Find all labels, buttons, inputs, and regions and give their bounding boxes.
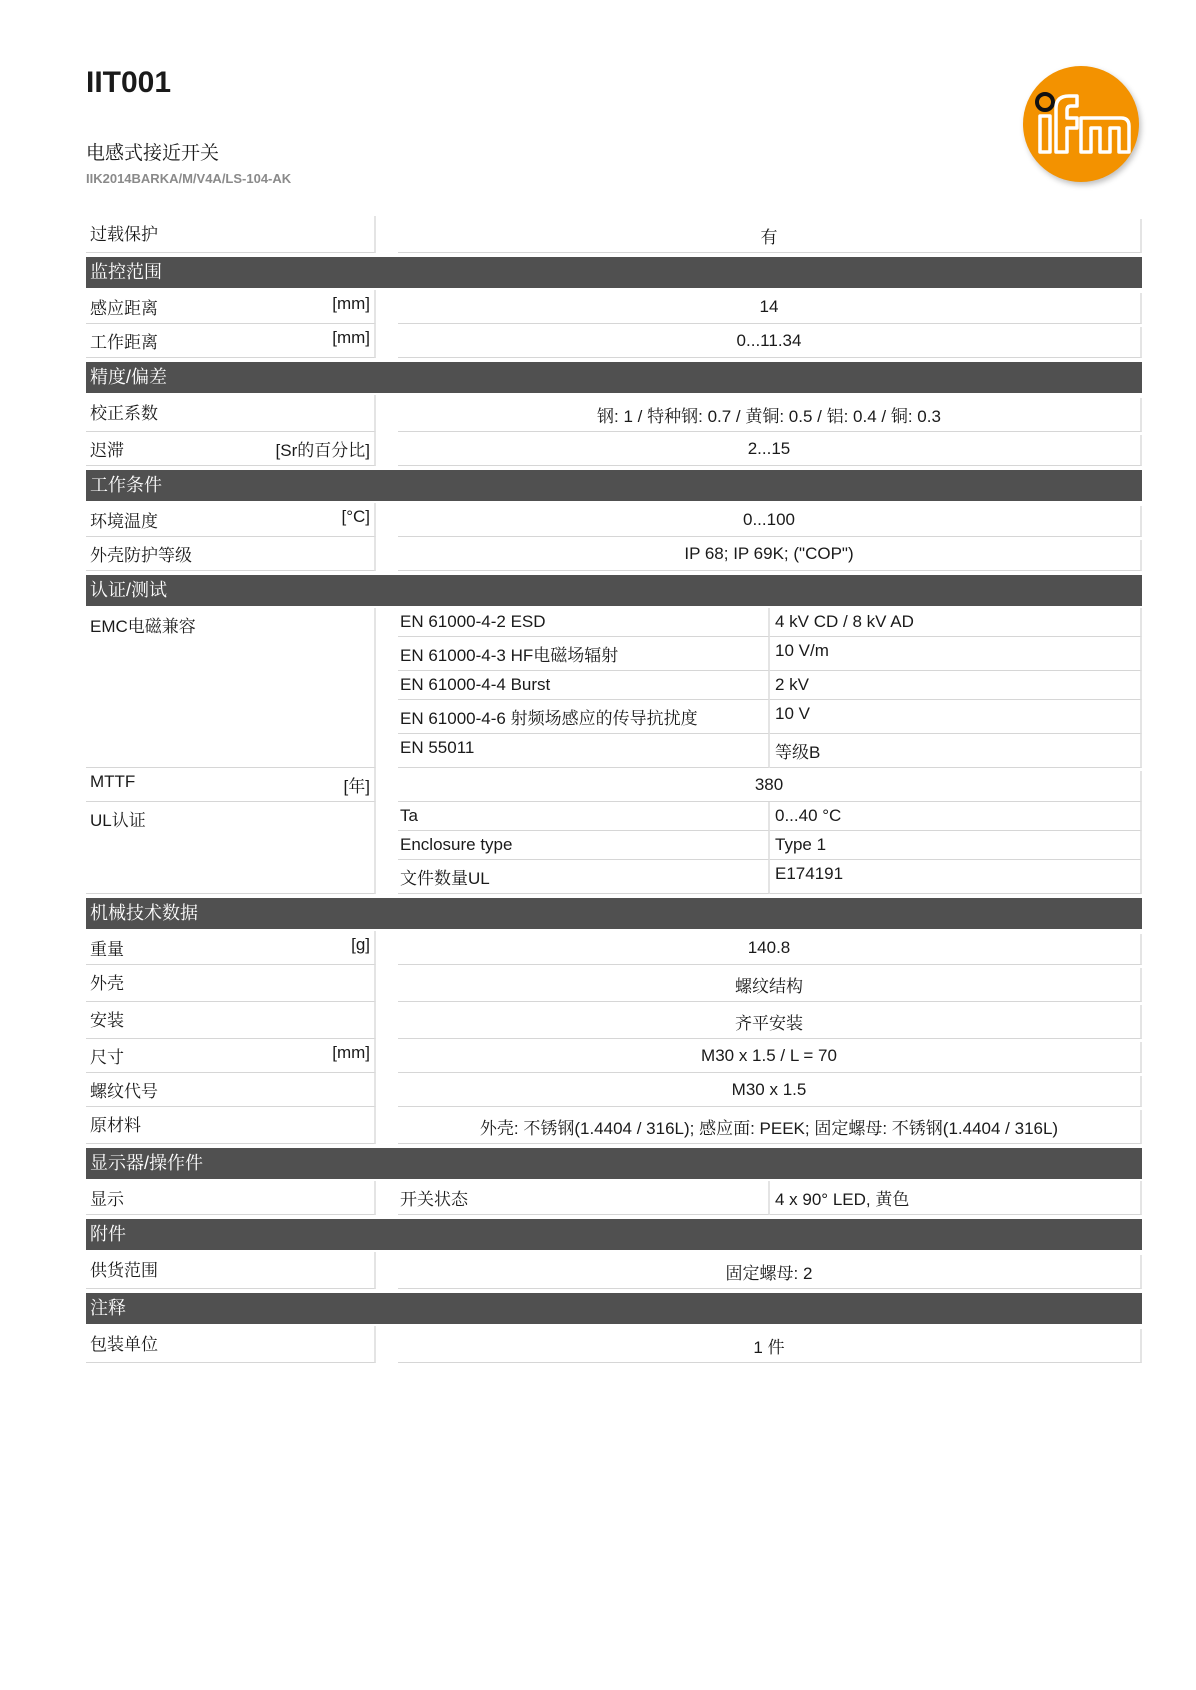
row-protection-rating: [86, 537, 1142, 571]
emc-value: 10 V/m: [770, 637, 1142, 671]
row-value: 0...11.34: [398, 327, 1142, 358]
emc-standard: EN 61000-4-4 Burst: [398, 671, 770, 700]
emc-standard: EN 61000-4-6 射频场感应的传导抗扰度: [398, 700, 770, 734]
row-weight: [86, 931, 1142, 965]
ifm-logo: [1023, 66, 1139, 182]
section-remarks: 注释: [86, 1293, 1142, 1324]
emc-values: [398, 608, 1142, 768]
row-ul-approval: [86, 802, 1142, 894]
product-subtitle: 电感式接近开关: [86, 143, 220, 164]
display-name: 开关状态: [398, 1181, 770, 1215]
row-value: 齐平安装: [398, 1005, 1142, 1039]
label-text: 显示: [90, 1190, 124, 1209]
label-text: MTTF: [90, 772, 136, 791]
unit-text: [Sr的百分比]: [275, 441, 370, 460]
label-text: 供货范围: [90, 1261, 158, 1280]
row-materials: [86, 1107, 1142, 1144]
row-value: 380: [398, 771, 1142, 802]
row-label: [86, 1181, 376, 1215]
row-value: 螺纹结构: [398, 968, 1142, 1002]
emc-value: 等级B: [770, 734, 1142, 768]
ul-value: E174191: [770, 860, 1142, 894]
label-text: 包装单位: [90, 1335, 158, 1354]
label-text: 环境温度: [90, 512, 158, 531]
row-overload-protection: [86, 216, 1142, 253]
row-label: [86, 1326, 376, 1363]
row-label: [86, 768, 376, 802]
row-housing: [86, 965, 1142, 1002]
row-packaging-unit: [86, 1326, 1142, 1363]
ul-name: 文件数量UL: [398, 860, 770, 894]
unit-text: [mm]: [332, 328, 370, 347]
label-text: 安装: [90, 1011, 124, 1030]
ifm-logo-mark: [1023, 66, 1139, 182]
label-text: 过载保护: [90, 225, 158, 244]
row-label: [86, 395, 376, 432]
row-emc: [86, 608, 1142, 768]
row-value: 有: [398, 219, 1142, 253]
row-label: [86, 290, 376, 324]
row-dimensions: [86, 1039, 1142, 1073]
row-label: [86, 1252, 376, 1289]
row-value: 钢: 1 / 特种钢: 0.7 / 黄铜: 0.5 / 铝: 0.4 / 铜: 0.3: [398, 398, 1142, 432]
unit-text: [mm]: [332, 294, 370, 313]
row-label: [86, 1002, 376, 1039]
section-monitor-range: 监控范围: [86, 257, 1142, 288]
row-thread-designation: [86, 1073, 1142, 1107]
row-operating-distance: [86, 324, 1142, 358]
ul-name: Enclosure type: [398, 831, 770, 860]
display-value: 4 x 90° LED, 黄色: [770, 1181, 1142, 1215]
display-values: [398, 1181, 1142, 1215]
ul-value: Type 1: [770, 831, 1142, 860]
label-text: 感应距离: [90, 299, 158, 318]
row-label: [86, 802, 376, 894]
label-text: EMC电磁兼容: [90, 617, 196, 636]
ul-values: [398, 802, 1142, 894]
row-mttf: [86, 768, 1142, 802]
row-label: [86, 608, 376, 768]
row-label: [86, 324, 376, 358]
emc-standard: EN 61000-4-3 HF电磁场辐射: [398, 637, 770, 671]
ul-item: [398, 860, 1142, 894]
emc-value: 4 kV CD / 8 kV AD: [770, 608, 1142, 637]
row-label: [86, 1039, 376, 1073]
label-text: 原材料: [90, 1116, 141, 1135]
row-label: [86, 1107, 376, 1144]
emc-item: [398, 671, 1142, 700]
emc-value: 2 kV: [770, 671, 1142, 700]
row-mounting: [86, 1002, 1142, 1039]
row-value: 固定螺母: 2: [398, 1255, 1142, 1289]
label-text: 尺寸: [90, 1048, 124, 1067]
label-text: 重量: [90, 940, 124, 959]
emc-item: [398, 608, 1142, 637]
section-accuracy: 精度/偏差: [86, 362, 1142, 393]
section-mechanical-data: 机械技术数据: [86, 898, 1142, 929]
row-value: M30 x 1.5 / L = 70: [398, 1042, 1142, 1073]
emc-standard: EN 55011: [398, 734, 770, 768]
unit-text: [mm]: [332, 1043, 370, 1062]
row-display: [86, 1181, 1142, 1215]
unit-text: [°C]: [341, 507, 370, 526]
row-value: 1 件: [398, 1329, 1142, 1363]
ul-item: [398, 831, 1142, 860]
emc-standard: EN 61000-4-2 ESD: [398, 608, 770, 637]
row-value: 外壳: 不锈钢(1.4404 / 316L); 感应面: PEEK; 固定螺母: 不锈钢(1.4404 / 316L): [398, 1110, 1142, 1144]
section-operating-conditions: 工作条件: [86, 470, 1142, 501]
row-hysteresis: [86, 432, 1142, 466]
emc-value: 10 V: [770, 700, 1142, 734]
label-text: 迟滞: [90, 441, 124, 460]
section-approvals-tests: 认证/测试: [86, 575, 1142, 606]
section-accessories: 附件: [86, 1219, 1142, 1250]
row-value: 2...15: [398, 435, 1142, 466]
row-correction-factors: [86, 395, 1142, 432]
label-text: 校正系数: [90, 404, 158, 423]
row-value: 0...100: [398, 506, 1142, 537]
row-value: M30 x 1.5: [398, 1076, 1142, 1107]
row-sensing-range: [86, 290, 1142, 324]
section-displays-operating-elements: 显示器/操作件: [86, 1148, 1142, 1179]
row-label: [86, 503, 376, 537]
row-label: [86, 1073, 376, 1107]
emc-item: [398, 734, 1142, 768]
row-label: [86, 537, 376, 571]
ul-name: Ta: [398, 802, 770, 831]
row-label: [86, 965, 376, 1002]
display-item: [398, 1181, 1142, 1215]
row-value: 140.8: [398, 934, 1142, 965]
row-value: IP 68; IP 69K; ("COP"): [398, 540, 1142, 571]
row-ambient-temperature: [86, 503, 1142, 537]
emc-item: [398, 637, 1142, 671]
product-title: IIT001: [86, 66, 172, 99]
row-label: [86, 216, 376, 253]
unit-text: [年]: [343, 777, 370, 796]
product-model-code: IIK2014BARKA/M/V4A/LS-104-AK: [86, 171, 292, 186]
label-text: 外壳防护等级: [90, 546, 192, 565]
row-label: [86, 432, 376, 466]
ul-item: [398, 802, 1142, 831]
label-text: UL认证: [90, 811, 146, 830]
unit-text: [g]: [351, 935, 370, 954]
label-text: 螺纹代号: [90, 1082, 158, 1101]
row-scope-of-delivery: [86, 1252, 1142, 1289]
row-value: 14: [398, 293, 1142, 324]
label-text: 外壳: [90, 974, 124, 993]
emc-item: [398, 700, 1142, 734]
row-label: [86, 931, 376, 965]
label-text: 工作距离: [90, 333, 158, 352]
datasheet: [86, 216, 1142, 1363]
ul-value: 0...40 °C: [770, 802, 1142, 831]
